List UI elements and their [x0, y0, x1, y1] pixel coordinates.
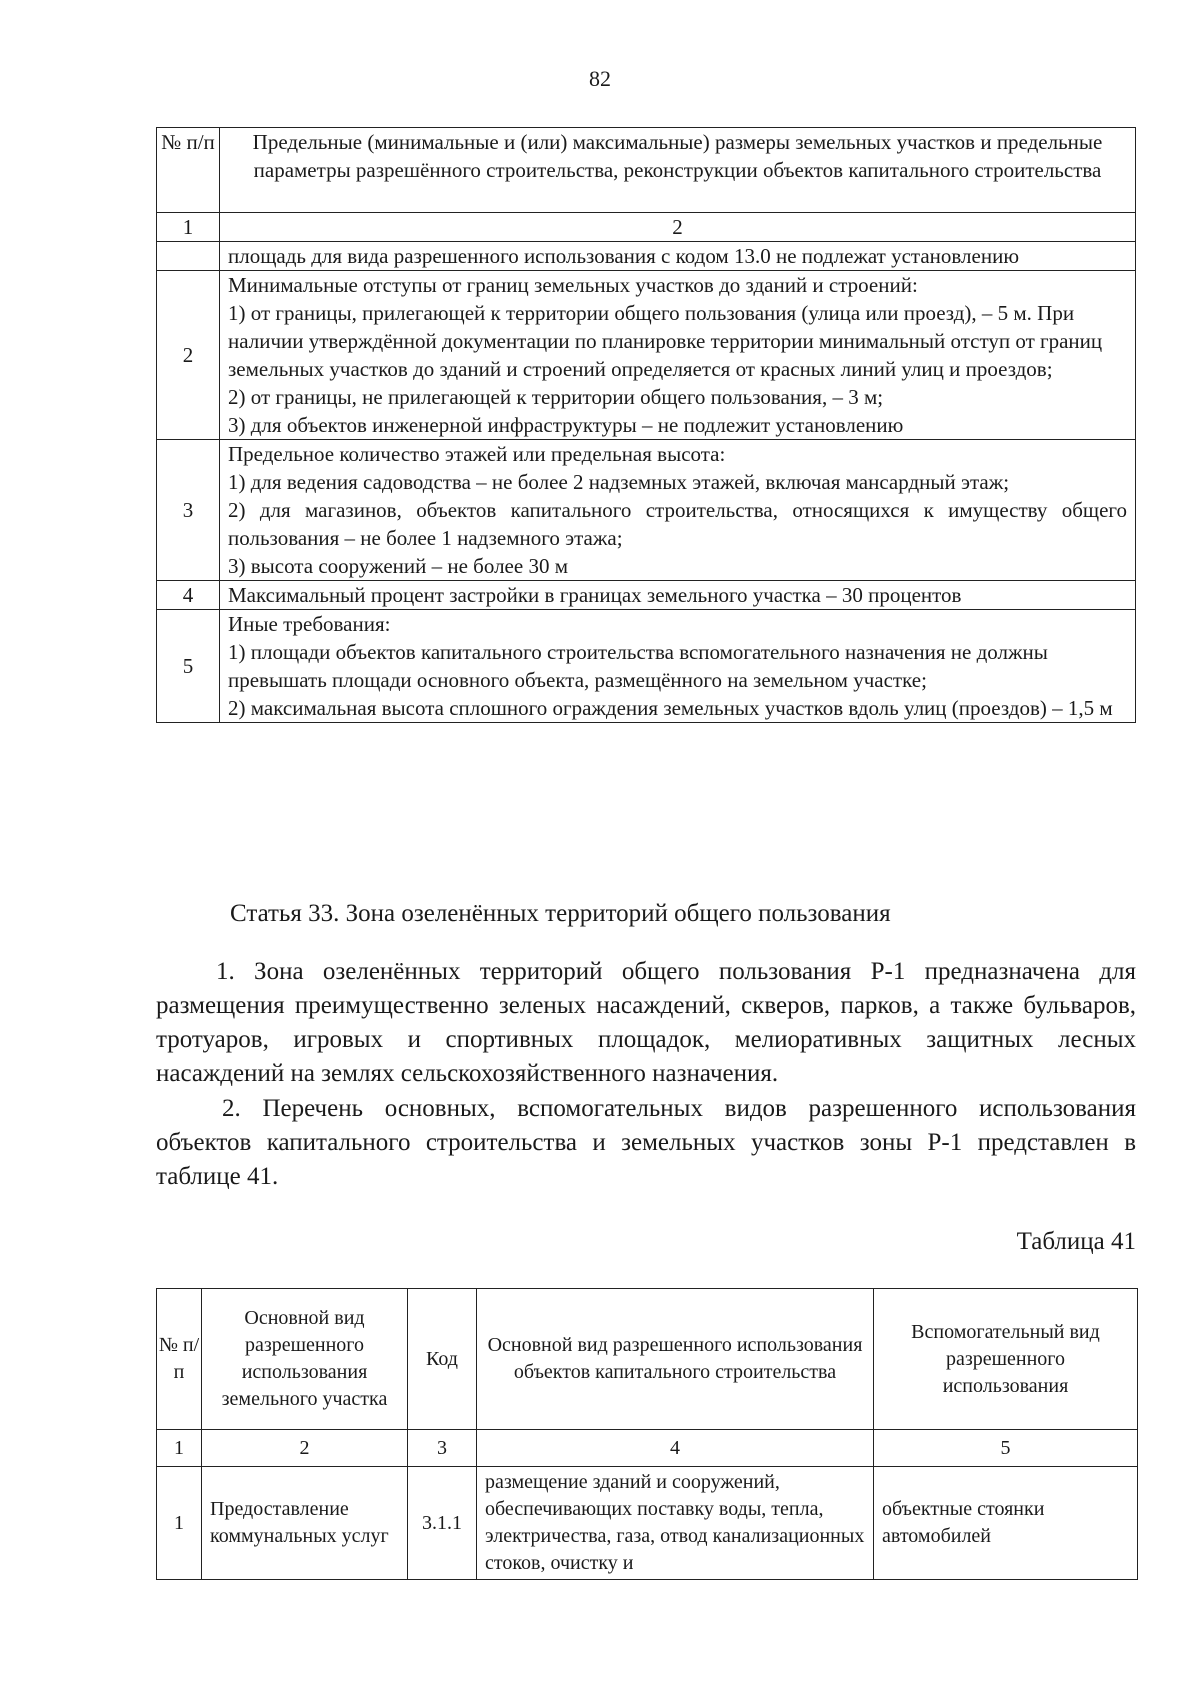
- row-line: Минимальные отступы от границ земельных участков до зданий и строений:: [228, 273, 918, 297]
- row-num: 4: [157, 581, 220, 610]
- index-cell: 5: [874, 1430, 1138, 1467]
- index-cell: 1: [157, 213, 220, 242]
- header-cell-code: Код: [408, 1289, 477, 1430]
- row-text: [220, 440, 1136, 581]
- page-number: 82: [589, 66, 611, 91]
- row-num: 3: [157, 440, 220, 581]
- paragraph: 1. Зона озеленённых территорий общего пользования Р-1 предназначена для размещения преимущественно зеленых насаждений, скверов, парков, а также бульваров, тротуаров, игровых и спортивных площадок, мелиоративных защитных лесных насаждений на землях сельскохозяйственного назначения.: [156, 958, 1136, 1087]
- table-index-row: [157, 1430, 1138, 1467]
- row-building-use: размещение зданий и сооружений, обеспечивающих поставку воды, тепла, электричества, газа, отвод канализационных стоков, очистку и: [477, 1467, 874, 1580]
- header-cell-title: Предельные (минимальные и (или) максимальные) размеры земельных участков и предельные параметры разрешённого строительства, реконструкции объектов капитального строительства: [220, 128, 1136, 213]
- table-row: [157, 242, 1136, 271]
- row-line: Максимальный процент застройки в границах земельного участка – 30 процентов: [228, 583, 962, 607]
- header-cell-num: № п/п: [157, 128, 220, 213]
- row-code: 3.1.1: [408, 1467, 477, 1580]
- row-line: 1) площади объектов капитального строительства вспомогательного назначения не должны превышать площади основного объекта, размещённого на земельном участке;: [228, 640, 1048, 692]
- table-index-row: [157, 213, 1136, 242]
- index-cell: 2: [220, 213, 1136, 242]
- row-text: [220, 271, 1136, 440]
- table-row: [157, 610, 1136, 723]
- table-row: [157, 440, 1136, 581]
- row-line: 3) высота сооружений – не более 30 м: [228, 554, 568, 578]
- row-num: [157, 242, 220, 271]
- header-cell-num: № п/п: [157, 1289, 202, 1430]
- row-text: [220, 610, 1136, 723]
- parameters-table: [156, 127, 1136, 723]
- header-cell-auxiliary: Вспомогательный вид разрешенного использования: [874, 1289, 1138, 1430]
- table-row: [157, 581, 1136, 610]
- row-line: 3) для объектов инженерной инфраструктуры – не подлежит установлению: [228, 413, 904, 437]
- table-header-row: [157, 128, 1136, 213]
- row-line: 2) от границы, не прилегающей к территории общего пользования, – 3 м;: [228, 385, 884, 409]
- table-row: [157, 271, 1136, 440]
- row-text: [220, 581, 1136, 610]
- index-cell: 3: [408, 1430, 477, 1467]
- row-num: 1: [157, 1467, 202, 1580]
- row-land-use: Предоставление коммунальных услуг: [202, 1467, 408, 1580]
- header-cell-building-use: Основной вид разрешенного использования объектов капитального строительства: [477, 1289, 874, 1430]
- row-line: Иные требования:: [228, 612, 391, 636]
- index-cell: 1: [157, 1430, 202, 1467]
- row-auxiliary: объектные стоянки автомобилей: [874, 1467, 1138, 1580]
- permitted-uses-table: [156, 1288, 1138, 1580]
- row-line: 2) для магазинов, объектов капитального строительства, относящихся к имуществу общего пользования – не более 1 надземного этажа;: [228, 498, 1127, 550]
- table-row: [157, 1467, 1138, 1580]
- row-line: площадь для вида разрешенного использования с кодом 13.0 не подлежат установлению: [228, 244, 1020, 268]
- index-cell: 2: [202, 1430, 408, 1467]
- row-line: 2) максимальная высота сплошного ограждения земельных участков вдоль улиц (проездов) – 1,5 м: [228, 696, 1113, 720]
- row-line: 1) для ведения садоводства – не более 2 надземных этажей, включая мансардный этаж;: [228, 470, 1010, 494]
- row-num: 2: [157, 271, 220, 440]
- header-cell-land-use: Основной вид разрешенного использования земельного участка: [202, 1289, 408, 1430]
- index-cell: 4: [477, 1430, 874, 1467]
- table-header-row: [157, 1289, 1138, 1430]
- paragraph: 2. Перечень основных, вспомогательных видов разрешенного использования объектов капитального строительства и земельных участков зоны Р-1 представлен в таблице 41.: [156, 1095, 1136, 1190]
- article-title: Статья 33. Зона озеленённых территорий общего пользования: [230, 900, 891, 927]
- row-line: 1) от границы, прилегающей к территории общего пользования (улица или проезд), – 5 м. При наличии утверждённой документации по планировке территории минимальный отступ от границ земельных участков до зданий и строений определяется от красных линий улиц и проездов;: [228, 301, 1103, 381]
- row-text: [220, 242, 1136, 271]
- table-caption: Таблица 41: [1016, 1228, 1136, 1255]
- row-num: 5: [157, 610, 220, 723]
- row-line: Предельное количество этажей или предельная высота:: [228, 442, 726, 466]
